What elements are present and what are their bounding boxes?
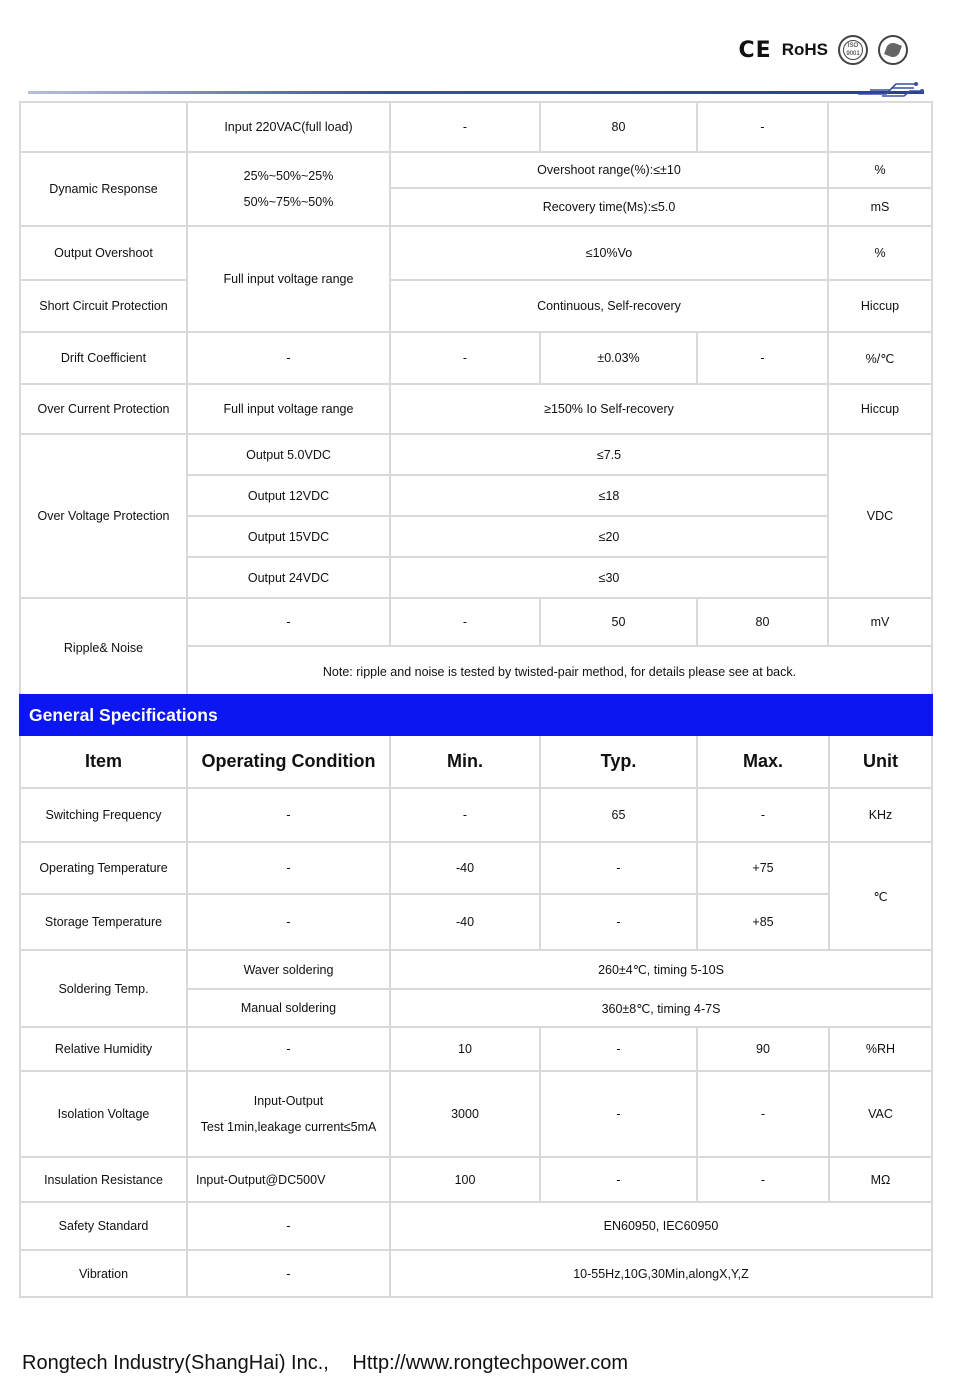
- typ-cell: 80: [540, 102, 697, 152]
- value-cell: ≤30: [390, 557, 828, 598]
- ce-mark: CE: [738, 37, 772, 63]
- item-cell: [20, 102, 187, 152]
- item-cell: Dynamic Response: [20, 152, 187, 226]
- condition-cell: Output 15VDC: [187, 516, 390, 557]
- condition-cell: -: [187, 894, 390, 950]
- electrical-spec-table: [19, 101, 933, 699]
- condition-cell: Full input voltage range: [187, 226, 390, 332]
- table-row: [20, 1250, 932, 1297]
- typ-cell: -: [540, 1071, 697, 1157]
- company-name: Rongtech Industry(ShangHai) Inc.,: [22, 1352, 329, 1374]
- value-cell: 260±4℃, timing 5-10S: [390, 950, 932, 989]
- item-cell: Relative Humidity: [20, 1027, 187, 1071]
- max-cell: 90: [697, 1027, 829, 1071]
- item-cell: Insulation Resistance: [20, 1157, 187, 1202]
- column-header: Max.: [697, 735, 829, 788]
- value-cell: ≤10%Vo: [390, 226, 828, 280]
- item-cell: Vibration: [20, 1250, 187, 1297]
- condition-cell: Output 24VDC: [187, 557, 390, 598]
- section-title-row: [20, 695, 932, 735]
- table-row: [20, 280, 932, 332]
- unit-cell: mS: [828, 188, 932, 226]
- unit-cell: VAC: [829, 1071, 932, 1157]
- condition-cell: -: [187, 1027, 390, 1071]
- min-cell: -: [390, 102, 540, 152]
- condition-cell: Manual soldering: [187, 989, 390, 1027]
- value-cell: ≤20: [390, 516, 828, 557]
- min-cell: -40: [390, 894, 540, 950]
- condition-cell: -: [187, 598, 390, 646]
- condition-cell: Output 5.0VDC: [187, 434, 390, 475]
- condition-cell: -: [187, 332, 390, 384]
- page-footer: [22, 1352, 628, 1375]
- unit-cell: [828, 102, 932, 152]
- item-cell: Over Current Protection: [20, 384, 187, 434]
- certification-marks: [739, 34, 908, 66]
- circuit-decoration-icon: [856, 76, 926, 98]
- min-cell: 3000: [390, 1071, 540, 1157]
- typ-cell: -: [540, 842, 697, 894]
- item-cell: Output Overshoot: [20, 226, 187, 280]
- typ-cell: -: [540, 1027, 697, 1071]
- unit-cell: %/℃: [828, 332, 932, 384]
- column-header: Typ.: [540, 735, 697, 788]
- column-header-row: [20, 735, 932, 788]
- max-cell: -: [697, 788, 829, 842]
- max-cell: -: [697, 102, 828, 152]
- item-cell: Soldering Temp.: [20, 950, 187, 1027]
- max-cell: -: [697, 332, 828, 384]
- unit-cell: Hiccup: [828, 280, 932, 332]
- column-header: Min.: [390, 735, 540, 788]
- table-row: [20, 226, 932, 280]
- max-cell: 80: [697, 598, 828, 646]
- rohs-mark: RoHS: [781, 40, 828, 59]
- eco-seal-icon: [878, 35, 908, 65]
- max-cell: +85: [697, 894, 829, 950]
- item-cell: Drift Coefficient: [20, 332, 187, 384]
- condition-cell: Output 12VDC: [187, 475, 390, 516]
- value-cell: ≥150% Io Self-recovery: [390, 384, 828, 434]
- typ-cell: 50: [540, 598, 697, 646]
- value-cell: Overshoot range(%):≤±10: [390, 152, 828, 188]
- header-divider: [28, 91, 924, 95]
- unit-cell: %: [828, 226, 932, 280]
- condition-cell: -: [187, 1250, 390, 1297]
- typ-cell: 65: [540, 788, 697, 842]
- min-cell: 10: [390, 1027, 540, 1071]
- unit-cell: %: [828, 152, 932, 188]
- value-cell: 360±8℃, timing 4-7S: [390, 989, 932, 1027]
- column-header: Unit: [829, 735, 932, 788]
- min-cell: -: [390, 788, 540, 842]
- company-url[interactable]: Http://www.rongtechpower.com: [352, 1352, 629, 1374]
- min-cell: -: [390, 332, 540, 384]
- table-row: [20, 598, 932, 646]
- unit-cell: mV: [828, 598, 932, 646]
- table-row: [20, 1202, 932, 1250]
- value-cell: ≤7.5: [390, 434, 828, 475]
- value-cell: 10-55Hz,10G,30Min,alongX,Y,Z: [390, 1250, 932, 1297]
- max-cell: -: [697, 1157, 829, 1202]
- unit-cell: ℃: [829, 842, 932, 950]
- general-spec-table: [19, 694, 933, 1298]
- max-cell: +75: [697, 842, 829, 894]
- unit-cell: Hiccup: [828, 384, 932, 434]
- table-row: [20, 102, 932, 152]
- column-header: Operating Condition: [187, 735, 390, 788]
- condition-cell: -: [187, 1202, 390, 1250]
- unit-cell: KHz: [829, 788, 932, 842]
- unit-cell: VDC: [828, 434, 932, 598]
- table-row: [20, 894, 932, 950]
- item-cell: Ripple& Noise: [20, 598, 187, 698]
- item-cell: Operating Temperature: [20, 842, 187, 894]
- item-cell: Storage Temperature: [20, 894, 187, 950]
- item-cell: Short Circuit Protection: [20, 280, 187, 332]
- value-cell: ≤18: [390, 475, 828, 516]
- condition-cell: Waver soldering: [187, 950, 390, 989]
- typ-cell: -: [540, 1157, 697, 1202]
- table-row: [20, 434, 932, 475]
- item-cell: Isolation Voltage: [20, 1071, 187, 1157]
- min-cell: -40: [390, 842, 540, 894]
- table-row: [20, 842, 932, 894]
- condition-cell: Full input voltage range: [187, 384, 390, 434]
- value-cell: Continuous, Self-recovery: [390, 280, 828, 332]
- condition-cell: Input 220VAC(full load): [187, 102, 390, 152]
- condition-cell: -: [187, 788, 390, 842]
- table-row: [20, 1027, 932, 1071]
- unit-cell: MΩ: [829, 1157, 932, 1202]
- section-title: General Specifications: [20, 695, 932, 735]
- condition-cell: Input-Output@DC500V: [187, 1157, 390, 1202]
- table-row: [20, 384, 932, 434]
- max-cell: -: [697, 1071, 829, 1157]
- condition-cell: -: [187, 842, 390, 894]
- typ-cell: ±0.03%: [540, 332, 697, 384]
- iso-seal-icon: ISO 9001: [838, 35, 868, 65]
- min-cell: -: [390, 598, 540, 646]
- value-cell: Recovery time(Ms):≤5.0: [390, 188, 828, 226]
- table-row: [20, 1157, 932, 1202]
- value-cell: EN60950, IEC60950: [390, 1202, 932, 1250]
- unit-cell: %RH: [829, 1027, 932, 1071]
- table-row: [20, 152, 932, 188]
- page-header: [0, 0, 960, 100]
- column-header: Item: [20, 735, 187, 788]
- condition-cell: 25%~50%~25% 50%~75%~50%: [187, 152, 390, 226]
- item-cell: Switching Frequency: [20, 788, 187, 842]
- table-row: [20, 950, 932, 989]
- table-row: [20, 332, 932, 384]
- note-cell: Note: ripple and noise is tested by twisted-pair method, for details please see at back.: [187, 646, 932, 698]
- item-cell: Over Voltage Protection: [20, 434, 187, 598]
- typ-cell: -: [540, 894, 697, 950]
- item-cell: Safety Standard: [20, 1202, 187, 1250]
- condition-cell: Input-Output Test 1min,leakage current≤5mA: [187, 1071, 390, 1157]
- min-cell: 100: [390, 1157, 540, 1202]
- table-row: [20, 1071, 932, 1157]
- table-row: [20, 788, 932, 842]
